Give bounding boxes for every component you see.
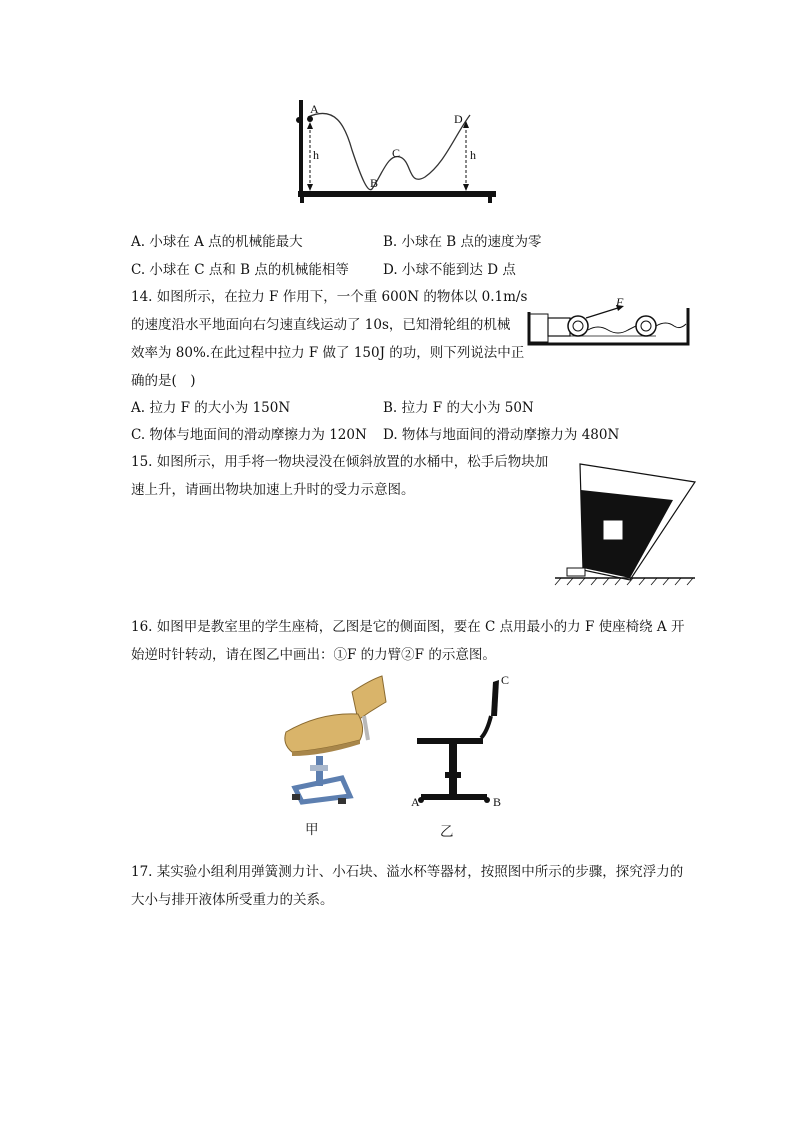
q14-stem-line-1: 14. 如图所示，在拉力 F 作用下，一个重 600N 的物体以 0.1m/s: [131, 289, 528, 305]
q15-stem-line-2: 速上升，请画出物块加速上升时的受力示意图。: [131, 482, 415, 498]
q14-option-d: D. 物体与地面间的滑动摩擦力为 480N: [383, 427, 620, 443]
q16-caption-left: 甲: [305, 822, 319, 838]
q13-base: [298, 191, 496, 197]
q16-chair-side-view: [405, 672, 520, 812]
q13-label-h-right: h: [470, 148, 476, 162]
q13-label-h-left: h: [313, 148, 319, 162]
q14-option-b: B. 拉力 F 的大小为 50N: [383, 400, 534, 416]
q14-option-a: A. 拉力 F 的大小为 150N: [131, 400, 291, 416]
q13-label-d: D: [454, 112, 463, 126]
q13-label-c: C: [392, 146, 401, 160]
q17-stem-line-2: 大小与排开液体所受重力的关系。: [131, 892, 334, 908]
q16-stem-line-2: 始逆时针转动，请在图乙中画出：①F 的力臂②F 的示意图。: [131, 647, 496, 663]
q16-seat: [417, 738, 483, 744]
q17-stem-line-1: 17. 某实验小组利用弹簧测力计、小石块、溢水杯等器材，按照图中所示的步骤，探究浮力的: [131, 864, 684, 880]
q13-option-b: B. 小球在 B 点的速度为零: [383, 234, 542, 250]
q16-chair-photo: [280, 670, 395, 820]
q14-block: [548, 318, 570, 336]
q16-point-c: C: [501, 673, 510, 687]
q15-block: [603, 520, 623, 540]
q16-stem-line-1: 16. 如图甲是教室里的学生座椅，乙图是它的侧面图，要在 C 点用最小的力 F 使座椅绕 A 开: [131, 619, 685, 635]
q13-ball: [307, 116, 313, 122]
q14-stem-line-3: 效率为 80%.在此过程中拉力 F 做了 150J 的功，则下列说法中正: [131, 345, 525, 361]
q13-option-c: C. 小球在 C 点和 B 点的机械能相等: [131, 262, 349, 278]
q14-force-label: F: [616, 295, 624, 309]
q16-caption-right: 乙: [440, 824, 454, 840]
q14-pulley-figure: [526, 295, 691, 350]
q14-stem-line-2: 的速度沿水平地面向右匀速直线运动了 10s，已知滑轮组的机械: [131, 317, 511, 333]
q14-option-c: C. 物体与地面间的滑动摩擦力为 120N: [131, 427, 367, 443]
q13-label-b: B: [370, 176, 379, 190]
q16-point-b: B: [493, 795, 502, 809]
q13-option-d: D. 小球不能到达 D 点: [383, 262, 516, 278]
q15-bucket-figure: [555, 458, 700, 593]
q13-track-figure: [290, 95, 505, 210]
q15-stem-line-1: 15. 如图所示，用手将一物块浸没在倾斜放置的水桶中，松手后物块加: [131, 454, 549, 470]
q16-backrest: [491, 680, 499, 716]
q13-label-a: A: [310, 102, 319, 116]
q13-option-a: A. 小球在 A 点的机械能最大: [131, 234, 303, 250]
q16-point-a: A: [411, 795, 420, 809]
q14-stem-line-4: 确的是( ): [131, 373, 196, 389]
q13-track-curve: [308, 113, 470, 189]
q13-stand: [299, 100, 303, 192]
